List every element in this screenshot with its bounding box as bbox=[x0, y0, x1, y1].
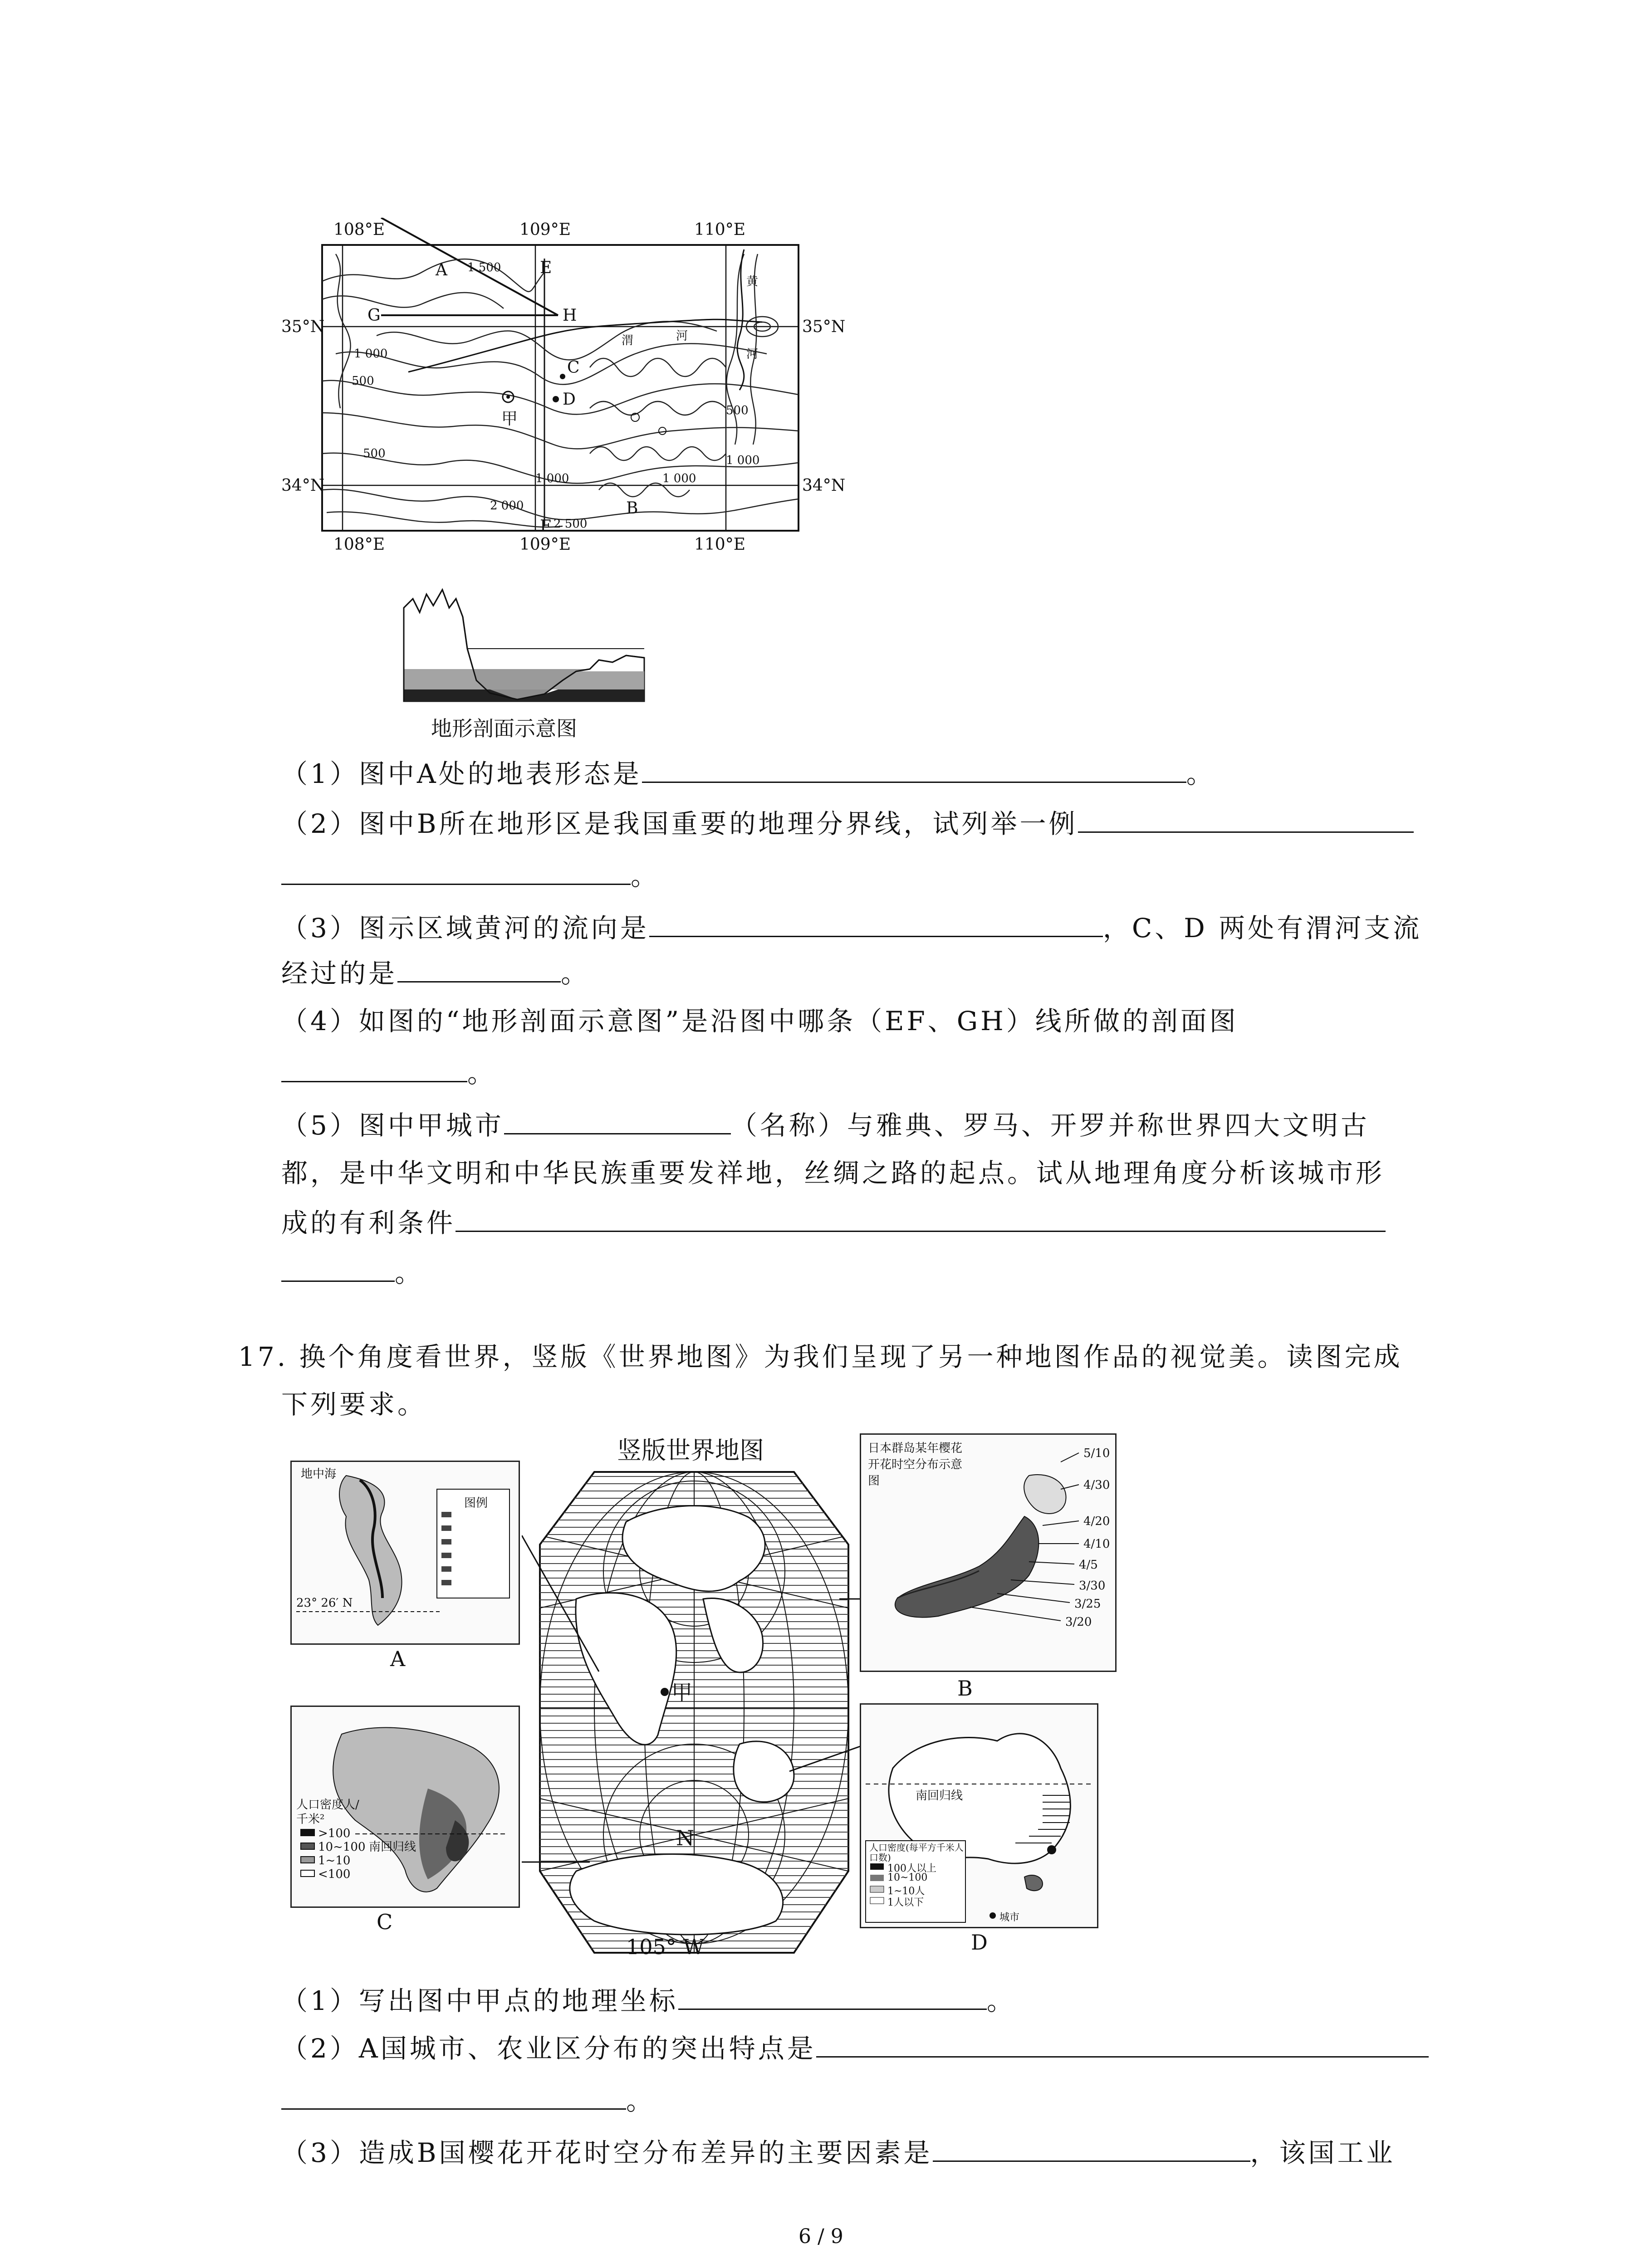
inset-d-legend-1: 100人以上 bbox=[887, 1863, 936, 1874]
q16-answer-5-name-blank[interactable] bbox=[504, 1107, 731, 1134]
point-c-label: C bbox=[567, 358, 580, 377]
q17-item-1 bbox=[281, 1982, 1016, 2017]
q16-answer-4-blank[interactable] bbox=[281, 1055, 467, 1082]
inset-b-date-4: 4/10 bbox=[1083, 1537, 1110, 1551]
inset-b-date-7: 3/25 bbox=[1074, 1597, 1101, 1611]
lon-label-top-110: 110°E bbox=[694, 220, 745, 239]
q17-intro-text: 17. 换个角度看世界，竖版《世界地图》为我们呈现了另一种地图作品的视觉美。读图完成 bbox=[238, 1341, 1403, 1372]
inset-a-map bbox=[290, 1461, 520, 1645]
contour-label: 500 bbox=[352, 374, 374, 388]
period: 。 bbox=[626, 2085, 656, 2116]
lat-label-right-35: 35°N bbox=[802, 318, 846, 336]
q17-item-3-text: （3）造成B国樱花开花时空分布差异的主要因素是 bbox=[281, 2137, 933, 2168]
q16-item-5-text-b: （名称）与雅典、罗马、开罗并称世界四大文明古 bbox=[730, 1110, 1370, 1141]
contour-label: 500 bbox=[726, 404, 749, 417]
contour-label: 1 000 bbox=[535, 472, 569, 485]
q16-answer-3-cd-blank[interactable] bbox=[397, 955, 561, 982]
lon-label-bottom-110: 110°E bbox=[694, 535, 745, 554]
inset-a-title: 地中海 bbox=[301, 1467, 337, 1481]
q17-item-2 bbox=[281, 2030, 1429, 2065]
inset-b-date-5: 4/5 bbox=[1079, 1558, 1098, 1572]
q17-intro-line1 bbox=[238, 1340, 1403, 1373]
inset-c-map bbox=[290, 1706, 520, 1908]
inset-b-date-6: 3/30 bbox=[1079, 1579, 1106, 1593]
city-jia-label: 甲 bbox=[501, 410, 518, 428]
inset-d-map bbox=[860, 1703, 1098, 1928]
river-label-he: 河 bbox=[676, 329, 688, 343]
q16-item-3-text-b: ，C、D 两处有渭河支流 bbox=[1102, 913, 1422, 943]
q16-answer-3-flow-blank[interactable] bbox=[649, 909, 1103, 937]
world-map-title: 竖版世界地图 bbox=[617, 1436, 764, 1465]
point-d-label: D bbox=[563, 390, 576, 409]
q17-item-1-text: （1）写出图中甲点的地理坐标 bbox=[281, 1985, 678, 2016]
q16-item-1 bbox=[281, 755, 1215, 790]
q17-answer-1-blank[interactable] bbox=[678, 1982, 987, 2010]
profile-caption: 地形剖面示意图 bbox=[431, 716, 577, 741]
inset-a-latitude: 23° 26′ N bbox=[296, 1596, 353, 1610]
contour-label: 500 bbox=[363, 447, 386, 460]
lon-label-bottom-108: 108°E bbox=[333, 535, 385, 554]
inset-b-letter: B bbox=[957, 1676, 973, 1701]
terrain-profile bbox=[399, 581, 653, 744]
inset-b-date-8: 3/20 bbox=[1065, 1615, 1092, 1629]
inset-a-letter: A bbox=[390, 1647, 406, 1671]
river-label-huang: 黄 bbox=[746, 275, 759, 288]
inset-c-legend-3: 1~10 bbox=[318, 1854, 351, 1867]
point-h-label: H bbox=[563, 306, 577, 325]
period: 。 bbox=[467, 1058, 497, 1089]
contour-label: 1 000 bbox=[662, 472, 696, 485]
q16-item-3-cont bbox=[281, 955, 590, 990]
q16-item-5 bbox=[281, 1107, 1370, 1142]
q16-item-3 bbox=[281, 909, 1422, 944]
q16-item-2-cont bbox=[281, 857, 660, 892]
q16-item-5-text-d: 成的有利条件 bbox=[281, 1207, 456, 1238]
contour-label: 2 000 bbox=[490, 499, 524, 513]
q17-answer-3-blank[interactable] bbox=[933, 2134, 1250, 2162]
lat-label-right-34: 34°N bbox=[802, 476, 846, 495]
inset-c-legend-title: 人口密度人/千米² bbox=[296, 1798, 359, 1826]
q16-item-4 bbox=[281, 1005, 1239, 1037]
topo-map bbox=[272, 218, 862, 581]
q16-item-4-cont bbox=[281, 1055, 496, 1090]
inset-c-tropic: 南回归线 bbox=[369, 1840, 416, 1854]
lon-label-top-108: 108°E bbox=[333, 220, 385, 239]
q16-item-2-text: （2）图中B所在地形区是我国重要的地理分界线，试列举一例 bbox=[281, 808, 1078, 839]
q16-answer-1-blank[interactable] bbox=[642, 755, 1186, 783]
period: 。 bbox=[561, 958, 590, 989]
world-map-n-label: N bbox=[676, 1826, 695, 1850]
vertical-world-map bbox=[522, 1431, 867, 1971]
inset-b-date-2: 4/30 bbox=[1083, 1478, 1110, 1492]
lat-label-left-35: 35°N bbox=[281, 318, 325, 336]
q16-item-3-text: （3）图示区域黄河的流向是 bbox=[281, 913, 649, 943]
period: 。 bbox=[1186, 758, 1215, 789]
point-f-label: F bbox=[540, 517, 551, 536]
q17-answer-2-blank[interactable] bbox=[816, 2030, 1429, 2058]
page-number: 6 / 9 bbox=[798, 2225, 843, 2248]
inset-c-legend-2: 10~100 bbox=[318, 1840, 366, 1854]
inset-b-date-3: 4/20 bbox=[1083, 1515, 1110, 1528]
inset-d-legend-4: 1人以下 bbox=[887, 1897, 924, 1908]
contour-label: 2 500 bbox=[554, 517, 588, 531]
q16-answer-2-blank-cont[interactable] bbox=[281, 857, 631, 885]
inset-b-date-1: 5/10 bbox=[1083, 1447, 1110, 1460]
inset-d-legend-2: 10~100 bbox=[887, 1872, 928, 1883]
inset-b-map bbox=[860, 1433, 1117, 1672]
q17-item-2-text: （2）A国城市、农业区分布的突出特点是 bbox=[281, 2033, 816, 2064]
contour-label: 1 000 bbox=[726, 454, 760, 467]
q16-item-5-text-a: （5）图中甲城市 bbox=[281, 1110, 504, 1141]
lat-label-left-34: 34°N bbox=[281, 476, 325, 495]
q17-intro-line2 bbox=[281, 1388, 426, 1421]
contour-label: 1 500 bbox=[467, 261, 501, 274]
inset-c-letter: C bbox=[377, 1910, 393, 1934]
inset-d-legend-3: 1~10人 bbox=[887, 1886, 925, 1897]
world-map-jia-label: 甲 bbox=[671, 1680, 692, 1705]
lon-label-bottom-109: 109°E bbox=[519, 535, 571, 554]
q17-item-3 bbox=[281, 2134, 1396, 2169]
q17-item-3-text-b: ，该国工业 bbox=[1250, 2137, 1396, 2168]
river-label-he2: 河 bbox=[746, 347, 759, 361]
q16-item-4-text: （4）如图的“地形剖面示意图”是沿图中哪条（EF、GH）线所做的剖面图 bbox=[281, 1006, 1239, 1036]
inset-c-legend-1: >100 bbox=[318, 1827, 351, 1840]
q16-item-5-line4 bbox=[281, 1254, 424, 1289]
q16-item-3-text-c: 经过的是 bbox=[281, 958, 398, 989]
contour-label: 1 000 bbox=[354, 347, 388, 361]
q16-answer-5-conditions-blank[interactable] bbox=[456, 1204, 1386, 1232]
world-map-lon-label: 105° W bbox=[626, 1935, 705, 1959]
inset-d-tropic: 南回归线 bbox=[916, 1789, 963, 1803]
period: 。 bbox=[631, 860, 660, 891]
point-b-label: B bbox=[626, 499, 638, 518]
inset-a-legend-title: 图例 bbox=[464, 1496, 488, 1510]
inset-b-title: 日本群岛某年樱花开花时空分布示意图 bbox=[868, 1442, 963, 1488]
river-label-wei: 渭 bbox=[622, 334, 634, 347]
point-g-label: G bbox=[367, 306, 381, 325]
q16-item-1-text: （1）图中A处的地表形态是 bbox=[281, 758, 642, 789]
point-e-label: E bbox=[540, 259, 552, 277]
q17-intro-text-2: 下列要求。 bbox=[281, 1389, 427, 1420]
lon-label-top-109: 109°E bbox=[519, 220, 571, 239]
inset-d-legend-title: 人口密度(每平方千米人口数) bbox=[869, 1842, 964, 1863]
inset-c-legend-4: <100 bbox=[318, 1867, 351, 1881]
point-a-label: A bbox=[436, 261, 447, 279]
period: 。 bbox=[395, 1257, 424, 1288]
q17-item-2-cont bbox=[281, 2082, 655, 2117]
q16-answer-2-blank[interactable] bbox=[1078, 805, 1414, 833]
q16-item-5-text-c: 都，是中华文明和中华民族重要发祥地，丝绸之路的起点。试从地理角度分析该城市形 bbox=[281, 1158, 1385, 1188]
inset-d-letter: D bbox=[971, 1930, 988, 1955]
q16-answer-5-conditions-blank-cont[interactable] bbox=[281, 1254, 395, 1282]
q17-answer-2-blank-cont[interactable] bbox=[281, 2082, 626, 2110]
period: 。 bbox=[986, 1985, 1016, 2016]
q16-item-2 bbox=[281, 805, 1414, 840]
inset-d-city-legend: 城市 bbox=[999, 1912, 1020, 1923]
q16-item-5-line3 bbox=[281, 1204, 1386, 1239]
q16-item-5-line2 bbox=[281, 1157, 1385, 1189]
